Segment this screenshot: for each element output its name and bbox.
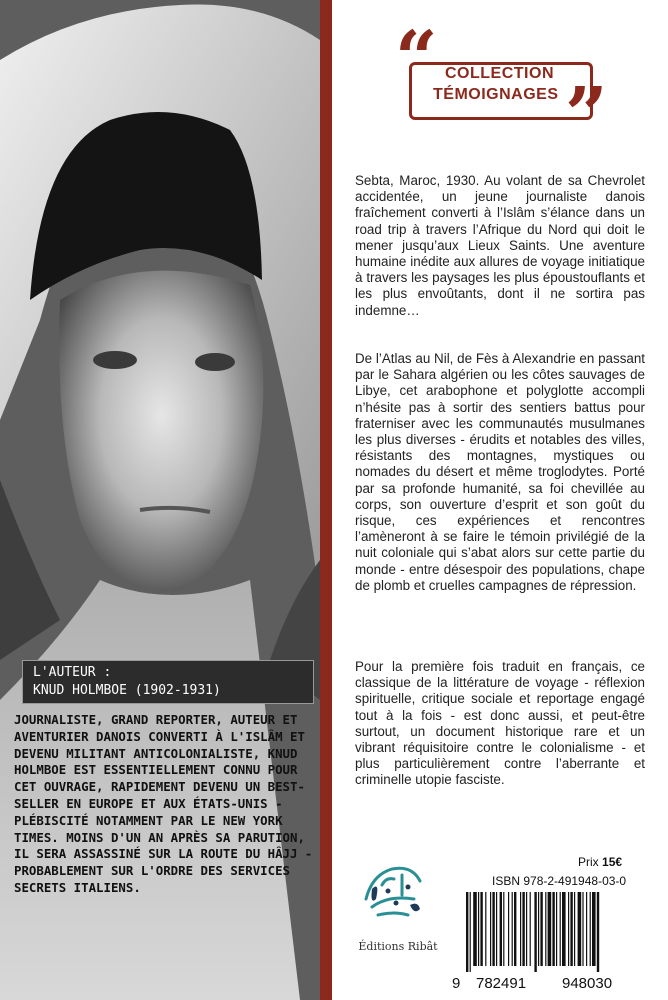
summary-paragraph-2: De l’Atlas au Nil, de Fès à Alexandrie en passant par le Sahara algérien ou les côtes sauvages de Libye, cet arabophone et polyglotte accompli n’hésite pas à sortir des sentiers battus pour fraterniser avec les communautés musulmanes les plus diverses - érudits et notables des villes, résistants des montagnes, mystiques ou nomades du désert et même troglodytes. Porté par sa profonde humanité, sa foi chevillée au corps, son ouverture d’esprit et son goût du risque, ces expériences et rencontres l’amèneront à se faire le témoin privilégié de la nuit coloniale qui s’abat alors sur cette partie du monde - entre désespoir des populations, chape de plomb et cruelles campagnes de répression. <box>355 351 645 593</box>
publisher-name: Éditions Ribât <box>358 940 438 953</box>
barcode-bar <box>470 892 471 972</box>
barcode-bar <box>538 892 539 966</box>
barcode-bar <box>512 892 513 966</box>
barcode-bar <box>530 892 531 966</box>
price-value: 15€ <box>602 855 623 869</box>
barcode-bar <box>473 892 477 966</box>
barcode-bar <box>574 892 575 966</box>
spine-divider <box>320 0 332 1000</box>
barcode-bar <box>503 892 504 966</box>
barcode-bar <box>570 892 572 966</box>
barcode-bar <box>478 892 479 966</box>
barcode-bar <box>508 892 509 966</box>
collection-label-line1: COLLECTION <box>445 65 554 82</box>
barcode-bar <box>466 892 468 972</box>
barcode-bar <box>582 892 583 966</box>
barcode-bar <box>552 892 554 966</box>
summary-paragraph-1: Sebta, Maroc, 1930. Au volant de sa Chevrolet accidentée, un jeune journaliste danois fraîchement converti à l’Islâm s’élance dans un road trip à travers l’Afrique du Nord qui doit le mener jusqu’aux Lieux Saints. Une aventure humaine inédite aux allures de voyage initiatique à travers les paysages les plus époustouflants et les plus envoûtants, dont il ne sortira pas indemne… <box>355 173 645 318</box>
barcode-bar <box>548 892 552 966</box>
barcode-bar <box>562 892 566 966</box>
barcode-bar <box>560 892 561 966</box>
author-heading-line2: KNUD HOLMBOE (1902-1931) <box>33 683 221 698</box>
barcode-bar <box>485 892 486 966</box>
barcode-bar <box>586 892 587 966</box>
barcode-group-right: 948030 <box>562 975 613 992</box>
author-bio: JOURNALISTE, GRAND REPORTER, AUTEUR ET AVENTURIER DANOIS CONVERTI À L'ISLÂM ET DEVENU MILITANT ANTICOLONIALISTE, KNUD HOLMBOE EST ESSENTIELLEMENT CONNU POUR CET OUVRAGE, RAPIDEMENT DEVENU UN BEST-SELLER EN EUROPE ET AUX ÉTATS-UNIS - PLÉBISCITÉ NOTAMMENT PAR LE NEW YORK TIMES. MOINS D'UN AN APRÈS SA PARUTION, IL SERA ASSASSINÉ SUR LA ROUTE DU HÂJJ - PROBABLEMENT SUR L'ORDRE DES SERVICES SECRETS ITALIENS. <box>14 712 313 895</box>
barcode-bar <box>540 892 542 966</box>
close-quote-icon: ” <box>565 72 608 158</box>
collection-label-line2: TÉMOIGNAGES <box>433 86 559 103</box>
barcode-bar <box>500 892 502 966</box>
barcode-bar <box>514 892 516 966</box>
barcode-bar <box>496 892 497 966</box>
barcode-bar <box>522 892 524 966</box>
barcode-bar <box>597 892 599 972</box>
barcode-bar <box>480 892 482 966</box>
barcode-bar <box>490 892 491 966</box>
price-label: Prix <box>578 855 599 869</box>
price <box>578 855 622 869</box>
barcode-bar <box>545 892 546 966</box>
open-quote-icon: “ <box>395 16 438 102</box>
barcode-bar <box>592 892 596 966</box>
barcode-bar <box>526 892 527 966</box>
barcode-bar <box>568 892 569 966</box>
barcode-bar <box>492 892 494 966</box>
barcode-image <box>464 892 642 972</box>
barcode-digit-first: 9 <box>452 975 461 992</box>
author-heading-line1: L'AUTEUR : <box>33 665 112 680</box>
author-heading-box <box>22 660 314 704</box>
collection-logo <box>395 16 615 158</box>
barcode-bar <box>578 892 582 966</box>
barcode-bar <box>520 892 521 966</box>
publisher-emblem-icon <box>358 855 428 925</box>
summary-paragraph-3: Pour la première fois traduit en français, ce classique de la littérature de voyage - réflexion spirituelle, critique sociale et reportage engagé tout à la fois - est donc aussi, et peut-être surtout, un document historique rare et un vibrant réquisitoire contre le colonialisme - et plus particulièrement contre l’aberrante et criminelle utopie fasciste. <box>355 659 645 788</box>
barcode-group-left: 782491 <box>476 975 527 992</box>
barcode-bar <box>534 892 536 972</box>
barcode-bar <box>590 892 591 966</box>
isbn-text: ISBN 978-2-491948-03-0 <box>492 874 627 888</box>
barcode-bar <box>556 892 557 966</box>
